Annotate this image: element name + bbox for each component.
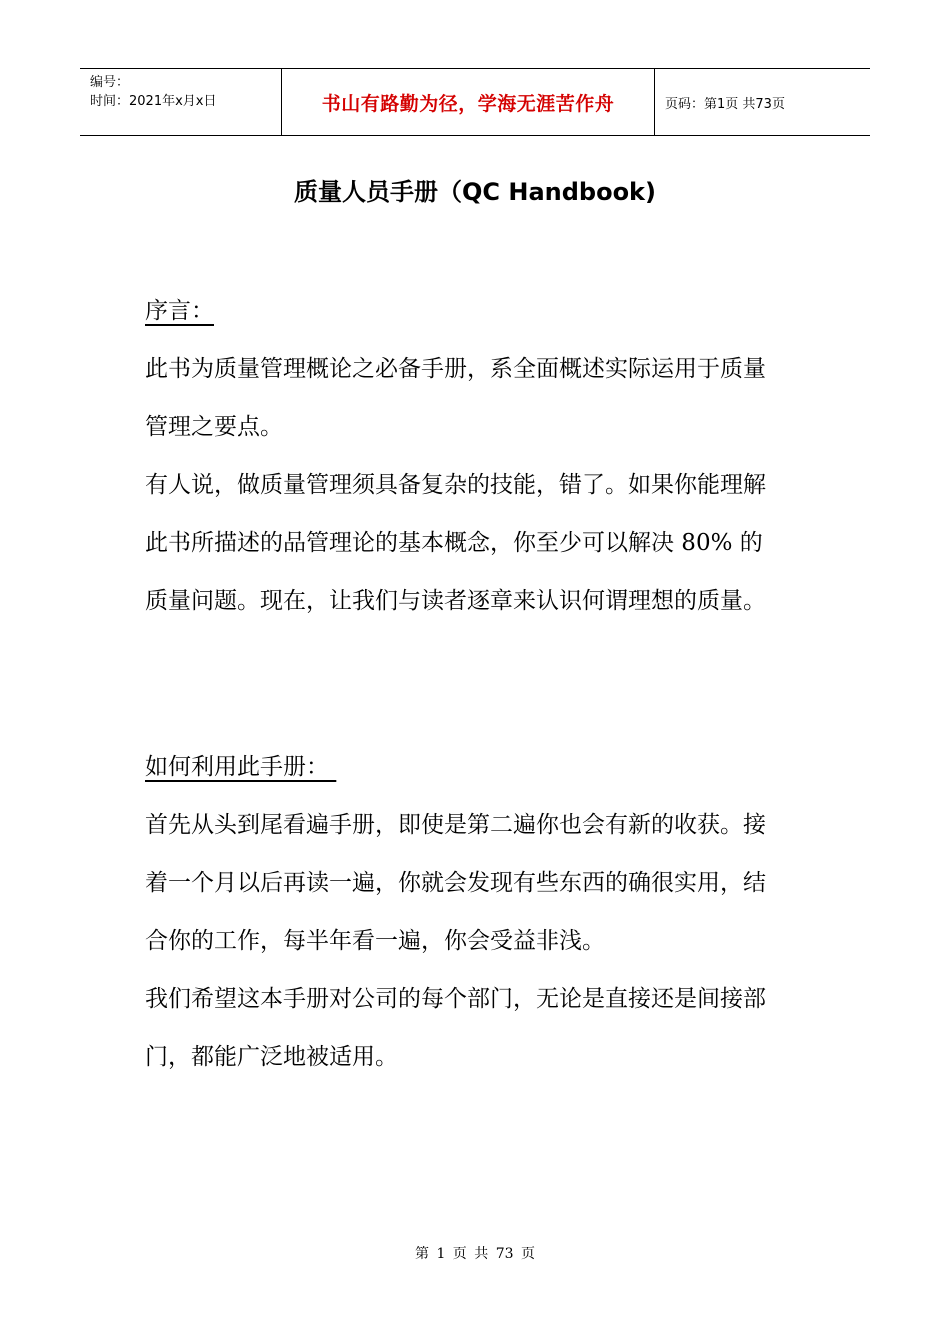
preface-paragraph-1: 此书为质量管理概论之必备手册，系全面概述实际运用于质量管理之要点。 (145, 356, 766, 440)
page-header (80, 68, 870, 136)
usage-paragraph-1: 首先从头到尾看遍手册，即使是第二遍你也会有新的收获。接着一个月以后再读一遍，你就会发现有些东西的确很实用，结合你的工作，每半年看一遍，你会受益非浅。 (145, 812, 766, 954)
usage-section (145, 738, 785, 1086)
preface-heading: 序言： (145, 298, 214, 324)
preface-section (145, 282, 785, 630)
header-page-info: 页码：第1页 共73页 (665, 96, 785, 112)
document-title: 质量人员手册（QC Handbook) (293, 178, 656, 206)
preface-paragraph-2: 有人说，做质量管理须具备复杂的技能，错了。如果你能理解此书所描述的品管理论的基本概念，你至少可以解决 80% 的质量问题。现在，让我们与读者逐章来认识何谓理想的质量。 (145, 472, 766, 614)
document-date-label: 时间：2021年x月x日 (90, 94, 217, 109)
page-footer: 第 1 页 共 73 页 (415, 1246, 535, 1262)
usage-paragraph-2: 我们希望这本手册对公司的每个部门，无论是直接还是间接部门，都能广泛地被适用。 (145, 986, 766, 1070)
header-meta (80, 69, 281, 135)
document-number-label: 编号： (90, 75, 130, 90)
header-motto: 书山有路勤为径，学海无涯苦作舟 (281, 69, 655, 135)
usage-heading: 如何利用此手册： (145, 754, 337, 780)
